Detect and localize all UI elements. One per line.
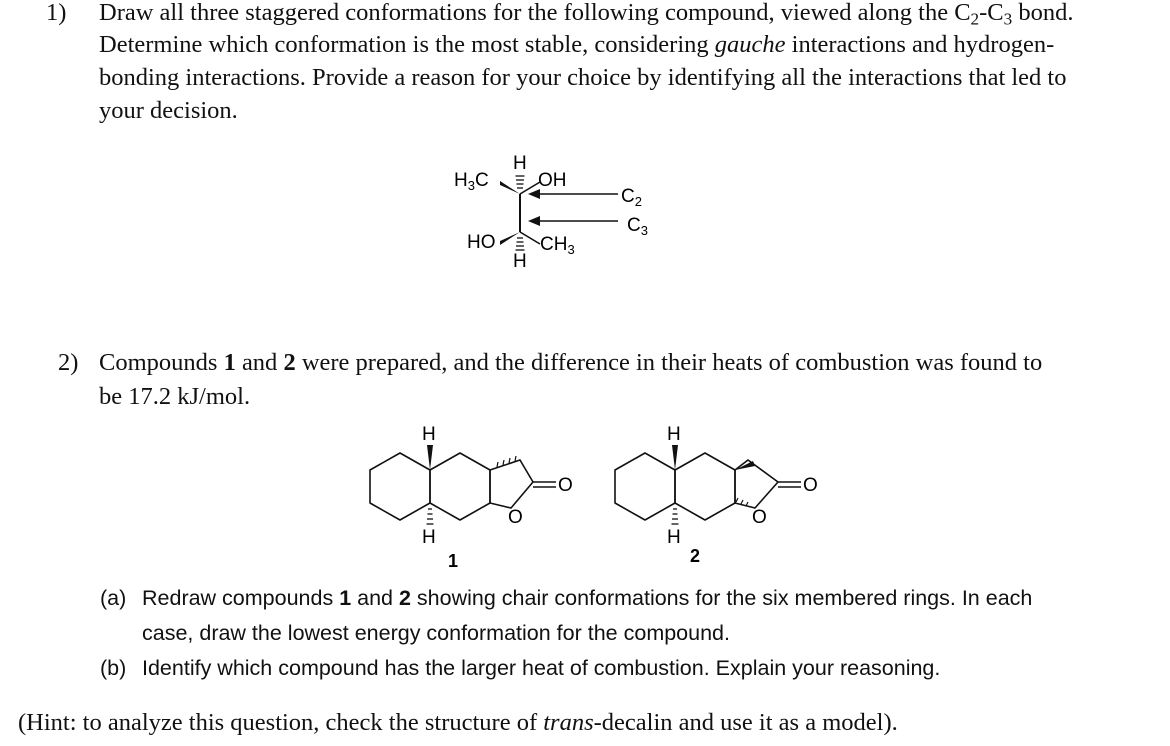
label-h3c: $H_3C$ bbox=[454, 170, 489, 193]
label-c2: $C_2$ bbox=[621, 186, 642, 209]
c1-exo-oxygen: O bbox=[558, 475, 573, 496]
c1-ring-oxygen: O bbox=[508, 507, 523, 528]
c2-hash-bottom-h bbox=[672, 509, 679, 524]
c1-bottom-h-label: H bbox=[422, 527, 436, 548]
c2-wedge-top-h bbox=[672, 445, 678, 470]
question-1-line-3: bonding interactions. Provide a reason for your choice by identifying all the interactions that led to bbox=[99, 64, 1067, 91]
c2-ring-oxygen: O bbox=[752, 507, 767, 528]
c2-top-h-label: H bbox=[667, 424, 681, 445]
label-top-oh: OH bbox=[538, 170, 567, 191]
question-1-line-2: Determine which conformation is the most stable, considering gauche interactions and hydrogen- bbox=[99, 31, 1055, 58]
c1-ring-b bbox=[430, 453, 490, 520]
hash-bottom-h bbox=[516, 238, 525, 250]
question-1-line-1: Draw all three staggered conformations for the following compound, viewed along the $C_2-C_3$ bond. bbox=[99, 0, 1074, 29]
question-1-line-4: your decision. bbox=[99, 97, 238, 124]
compounds-figure bbox=[350, 415, 850, 575]
question-2-line-2: be 17.2 kJ/mol. bbox=[99, 383, 251, 410]
hint: (Hint: to analyze this question, check the structure of trans-decalin and use it as a model). bbox=[18, 709, 898, 736]
label-bottom-ch3: $CH_3$ bbox=[540, 234, 575, 257]
part-a-label: (a) bbox=[100, 586, 127, 610]
c1-ring-a bbox=[370, 453, 430, 520]
c2-ring-a bbox=[615, 453, 675, 520]
part-a-line-1: Redraw compounds 1 and 2 showing chair conformations for the six membered rings. In each bbox=[142, 586, 1033, 610]
hash-top-h bbox=[516, 176, 525, 188]
c2-bottom-h-label: H bbox=[667, 527, 681, 548]
part-a-line-2: case, draw the lowest energy conformation for the compound. bbox=[142, 621, 730, 645]
c1-hash-bottom-h bbox=[427, 509, 434, 524]
part-b-text: Identify which compound has the larger heat of combustion. Explain your reasoning. bbox=[142, 656, 941, 680]
arrow-c3-head bbox=[528, 216, 540, 226]
question-2-line-1: Compounds 1 and 2 were prepared, and the difference in their heats of combustion was found to bbox=[99, 349, 1043, 376]
part-b-label: (b) bbox=[100, 656, 127, 680]
c1-lactone-ring bbox=[490, 460, 533, 508]
c1-top-h-label: H bbox=[422, 424, 436, 445]
zigzag-structure bbox=[440, 140, 680, 280]
label-bottom-h: H bbox=[513, 251, 527, 272]
compound-2-label: 2 bbox=[690, 546, 701, 566]
c2-ring-b bbox=[675, 453, 735, 520]
label-c3: $C_3$ bbox=[627, 215, 648, 238]
question-1-number: 1) bbox=[46, 0, 67, 26]
label-bottom-ho: HO bbox=[467, 232, 496, 253]
label-top-h: H bbox=[513, 153, 527, 174]
c1-wedge-top-h bbox=[427, 445, 433, 470]
compound-1-label: 1 bbox=[448, 551, 459, 571]
question-2-number: 2) bbox=[58, 349, 79, 376]
c2-exo-oxygen: O bbox=[803, 475, 818, 496]
